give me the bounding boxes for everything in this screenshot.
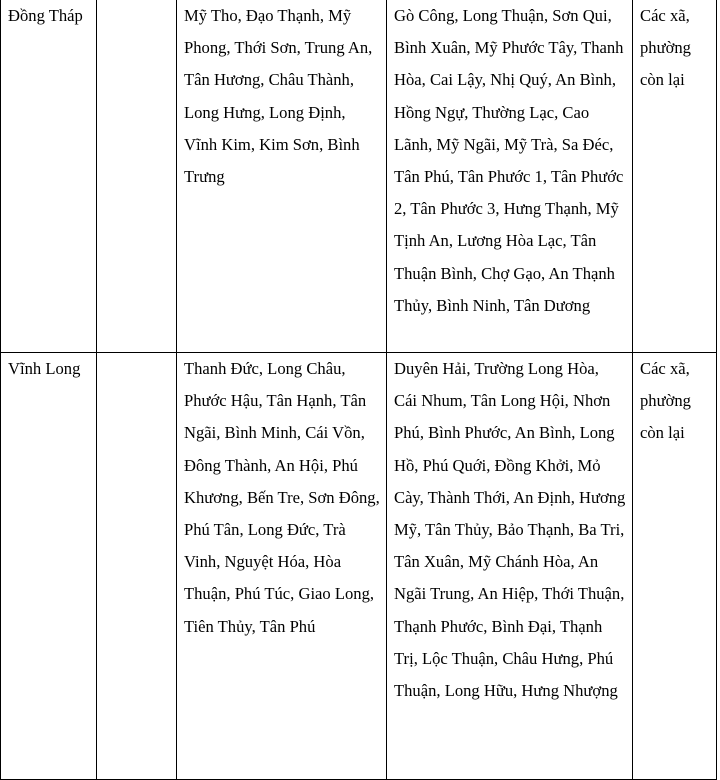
- empty-cell: [97, 0, 177, 353]
- unit-list-cell: [177, 353, 387, 780]
- unit-list-group-b: Gò Công, Long Thuận, Sơn Qui, Bình Xuân, Mỹ Phước Tây, Thanh Hòa, Cai Lậy, Nhị Quý, An Bình, Hồng Ngự, Thường Lạc, Cao Lãnh, Mỹ Ngãi, Mỹ Trà, Sa Đéc, Tân Phú, Tân Phước 1, Tân Phước 2, Tân Phước 3, Hưng Thạnh, Mỹ Tịnh An, Lương Hòa Lạc, Tân Thuận Bình, Chợ Gạo, An Thạnh Thủy, Bình Ninh, Tân Dương: [394, 6, 624, 315]
- unit-list-cell: [387, 0, 633, 353]
- remaining-units-cell: [633, 353, 717, 780]
- remaining-units-text: Các xã, phường còn lại: [640, 6, 691, 90]
- unit-list-group-a: Mỹ Tho, Đạo Thạnh, Mỹ Phong, Thới Sơn, Trung An, Tân Hương, Châu Thành, Long Hưng, Long Định, Vĩnh Kim, Kim Sơn, Bình Trưng: [184, 6, 373, 187]
- unit-list-group-b: Duyên Hải, Trường Long Hòa, Cái Nhum, Tân Long Hội, Nhơn Phú, Bình Phước, An Bình, Long Hồ, Phú Quới, Đồng Khởi, Mỏ Cày, Thành Thới, An Định, Hương Mỹ, Tân Thủy, Bảo Thạnh, Ba Tri, Tân Xuân, Mỹ Chánh Hòa, An Ngãi Trung, An Hiệp, Thới Thuận, Thạnh Phước, Bình Đại, Thạnh Trị, Lộc Thuận, Châu Hưng, Phú Thuận, Long Hữu, Hưng Nhượng: [394, 359, 626, 701]
- table-row: [1, 353, 717, 780]
- unit-list-cell: [387, 353, 633, 780]
- remaining-units-text: Các xã, phường còn lại: [640, 359, 691, 443]
- table-row: [1, 0, 717, 353]
- remaining-units-cell: [633, 0, 717, 353]
- unit-list-cell: [177, 0, 387, 353]
- province-name: Đồng Tháp: [8, 6, 83, 25]
- province-name: Vĩnh Long: [8, 359, 81, 378]
- province-cell: [1, 353, 97, 780]
- unit-list-group-a: Thanh Đức, Long Châu, Phước Hậu, Tân Hạnh, Tân Ngãi, Bình Minh, Cái Vồn, Đông Thành, An Hội, Phú Khương, Bến Tre, Sơn Đông, Phú Tân, Long Đức, Trà Vinh, Nguyệt Hóa, Hòa Thuận, Phú Túc, Giao Long, Tiên Thủy, Tân Phú: [184, 359, 380, 636]
- empty-cell: [97, 353, 177, 780]
- province-cell: [1, 0, 97, 353]
